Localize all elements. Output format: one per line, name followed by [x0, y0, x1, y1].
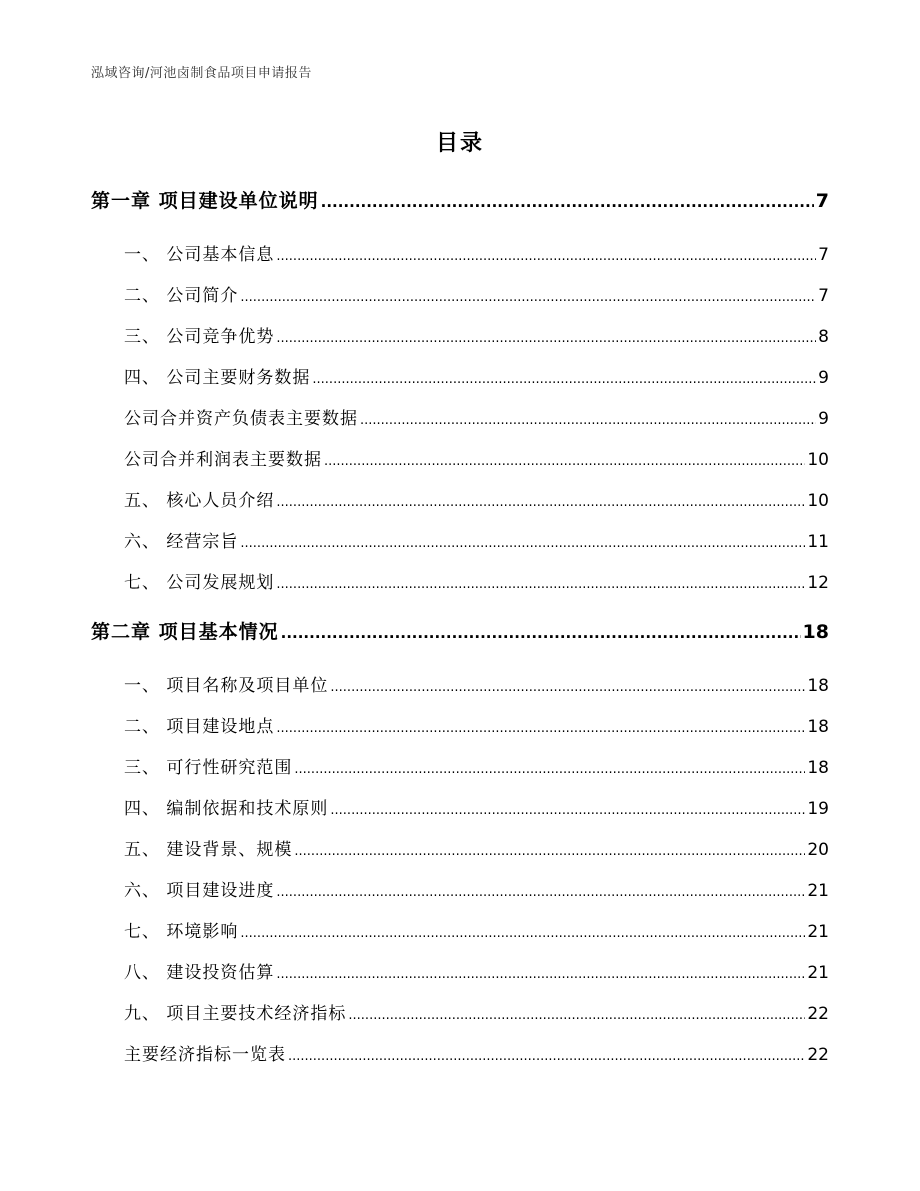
toc-entry[interactable]	[91, 753, 829, 778]
toc-entry[interactable]	[91, 835, 829, 860]
toc-entry-label: 第一章 项目建设单位说明	[91, 190, 319, 212]
toc-entry-page: 21	[807, 922, 829, 942]
toc-entry-page: 9	[818, 368, 829, 388]
toc-entry-page: 10	[807, 491, 829, 511]
toc-entry[interactable]	[91, 671, 829, 696]
toc-entry[interactable]	[91, 568, 829, 593]
toc-leader-dots	[321, 193, 814, 211]
toc-entry-label: 五、 核心人员介绍	[124, 491, 275, 511]
toc-entry[interactable]	[91, 404, 829, 429]
toc-leader-dots	[240, 290, 816, 305]
toc-entry-page: 9	[818, 409, 829, 429]
toc-entry-page: 19	[807, 799, 829, 819]
toc-entry-label: 第二章 项目基本情况	[91, 621, 279, 643]
toc-entry[interactable]	[91, 876, 829, 901]
toc-leader-dots	[324, 454, 805, 469]
toc-leader-dots	[276, 577, 805, 592]
toc-entry-page: 22	[807, 1045, 829, 1065]
toc-entry-label: 六、 经营宗旨	[124, 532, 239, 552]
toc-title: 目录	[435, 131, 484, 156]
toc-leader-dots	[348, 1008, 805, 1023]
toc-entry-page: 10	[807, 450, 829, 470]
toc-entry-page: 21	[807, 963, 829, 983]
toc-leader-dots	[276, 885, 805, 900]
toc-entry[interactable]	[91, 445, 829, 470]
toc-entry-page: 18	[807, 717, 829, 737]
toc-entry-label: 七、 环境影响	[124, 922, 239, 942]
toc-entry-label: 三、 可行性研究范围	[124, 758, 293, 778]
toc-entry-page: 7	[818, 245, 829, 265]
header-rule	[91, 86, 831, 87]
toc-entry[interactable]	[91, 917, 829, 942]
toc-entry[interactable]	[91, 712, 829, 737]
toc-leader-dots	[294, 844, 805, 859]
toc-entry-label: 二、 公司简介	[124, 286, 239, 306]
toc-entry-label: 一、 项目名称及项目单位	[124, 676, 329, 696]
toc-entry-chapter-2[interactable]	[91, 617, 829, 644]
toc-entry-label: 四、 公司主要财务数据	[124, 368, 311, 388]
toc-entry-page: 7	[815, 190, 829, 212]
toc-leader-dots	[294, 762, 805, 777]
toc-entry-page: 18	[807, 758, 829, 778]
toc-entry-label: 公司合并资产负债表主要数据	[124, 409, 358, 429]
toc-entry[interactable]	[91, 1040, 829, 1065]
toc-leader-dots	[276, 967, 805, 982]
toc-entry-label: 七、 公司发展规划	[124, 573, 275, 593]
running-header: 泓域咨询/河池卤制食品项目申请报告	[91, 66, 312, 81]
toc-entry-label: 主要经济指标一览表	[124, 1045, 286, 1065]
toc-leader-dots	[330, 680, 805, 695]
toc-entry-page: 18	[802, 621, 829, 643]
toc-entry-label: 三、 公司竞争优势	[124, 327, 275, 347]
toc-entry[interactable]	[91, 794, 829, 819]
toc-leader-dots	[240, 926, 805, 941]
toc-entry-page: 12	[807, 573, 829, 593]
toc-entry-page: 8	[818, 327, 829, 347]
toc-entry-page: 11	[807, 532, 829, 552]
toc-entry[interactable]	[91, 322, 829, 347]
toc-entry-label: 五、 建设背景、规模	[124, 840, 293, 860]
toc-entry[interactable]	[91, 240, 829, 265]
toc-entry-page: 21	[807, 881, 829, 901]
toc-entry-page: 18	[807, 676, 829, 696]
toc-leader-dots	[276, 495, 805, 510]
toc-leader-dots	[360, 413, 816, 428]
toc-entry[interactable]	[91, 363, 829, 388]
toc-entry-label: 四、 编制依据和技术原则	[124, 799, 329, 819]
toc-entry-label: 六、 项目建设进度	[124, 881, 275, 901]
toc-entry-label: 九、 项目主要技术经济指标	[124, 1004, 347, 1024]
toc-entry-chapter-1[interactable]	[91, 186, 829, 213]
toc-entry[interactable]	[91, 958, 829, 983]
toc-entry[interactable]	[91, 527, 829, 552]
toc-leader-dots	[281, 624, 801, 642]
toc-leader-dots	[240, 536, 805, 551]
toc-leader-dots	[288, 1049, 805, 1064]
toc-entry-label: 八、 建设投资估算	[124, 963, 275, 983]
toc-entry[interactable]	[91, 486, 829, 511]
toc-entry[interactable]	[91, 999, 829, 1024]
toc-leader-dots	[312, 372, 816, 387]
toc-entry-page: 20	[807, 840, 829, 860]
toc-leader-dots	[330, 803, 805, 818]
toc-entry-page: 7	[818, 286, 829, 306]
toc-leader-dots	[276, 721, 805, 736]
toc-entry-page: 22	[807, 1004, 829, 1024]
toc-entry-label: 二、 项目建设地点	[124, 717, 275, 737]
toc-entry[interactable]	[91, 281, 829, 306]
toc-leader-dots	[276, 331, 816, 346]
toc-entry-label: 一、 公司基本信息	[124, 245, 275, 265]
toc-entry-label: 公司合并利润表主要数据	[124, 450, 322, 470]
toc-leader-dots	[276, 249, 816, 264]
